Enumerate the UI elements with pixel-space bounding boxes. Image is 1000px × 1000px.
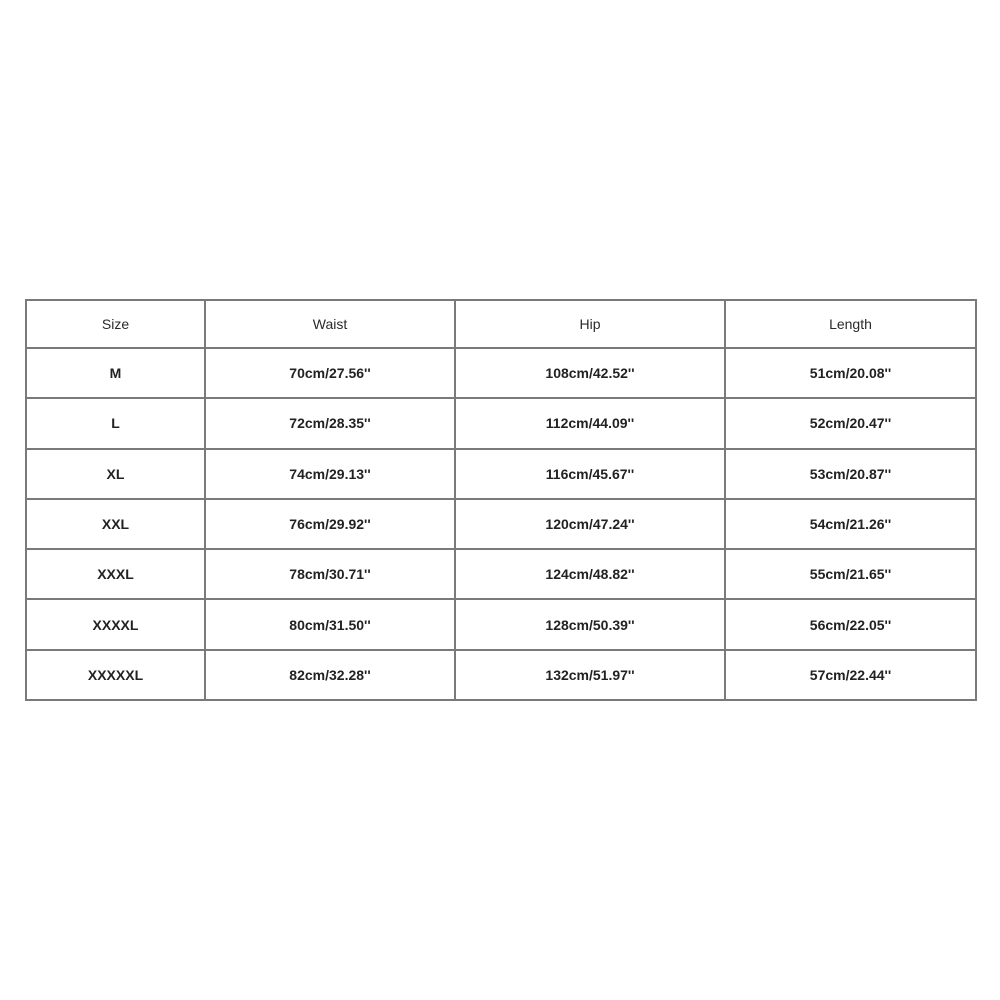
cell-length: 54cm/21.26'' <box>725 499 976 549</box>
cell-hip: 108cm/42.52'' <box>455 348 725 398</box>
table-row <box>26 398 976 448</box>
cell-waist: 76cm/29.92'' <box>205 499 455 549</box>
cell-length: 57cm/22.44'' <box>725 650 976 700</box>
size-chart-table <box>25 299 977 701</box>
cell-size: XXXXL <box>26 599 205 649</box>
cell-waist: 78cm/30.71'' <box>205 549 455 599</box>
cell-length: 56cm/22.05'' <box>725 599 976 649</box>
cell-waist: 82cm/32.28'' <box>205 650 455 700</box>
cell-waist: 72cm/28.35'' <box>205 398 455 448</box>
table-row <box>26 599 976 649</box>
header-size: Size <box>26 300 205 348</box>
cell-size: XL <box>26 449 205 499</box>
cell-hip: 112cm/44.09'' <box>455 398 725 448</box>
cell-length: 55cm/21.65'' <box>725 549 976 599</box>
cell-size: XXXL <box>26 549 205 599</box>
table-row <box>26 549 976 599</box>
header-hip: Hip <box>455 300 725 348</box>
cell-size: M <box>26 348 205 398</box>
cell-hip: 132cm/51.97'' <box>455 650 725 700</box>
table-row <box>26 348 976 398</box>
cell-length: 52cm/20.47'' <box>725 398 976 448</box>
cell-hip: 128cm/50.39'' <box>455 599 725 649</box>
cell-waist: 74cm/29.13'' <box>205 449 455 499</box>
header-length: Length <box>725 300 976 348</box>
cell-length: 51cm/20.08'' <box>725 348 976 398</box>
header-waist: Waist <box>205 300 455 348</box>
cell-size: XXXXXL <box>26 650 205 700</box>
cell-hip: 116cm/45.67'' <box>455 449 725 499</box>
cell-size: XXL <box>26 499 205 549</box>
cell-length: 53cm/20.87'' <box>725 449 976 499</box>
table-row <box>26 650 976 700</box>
table-row <box>26 449 976 499</box>
cell-size: L <box>26 398 205 448</box>
cell-hip: 120cm/47.24'' <box>455 499 725 549</box>
cell-hip: 124cm/48.82'' <box>455 549 725 599</box>
table-row <box>26 499 976 549</box>
table-header-row <box>26 300 976 348</box>
cell-waist: 80cm/31.50'' <box>205 599 455 649</box>
cell-waist: 70cm/27.56'' <box>205 348 455 398</box>
